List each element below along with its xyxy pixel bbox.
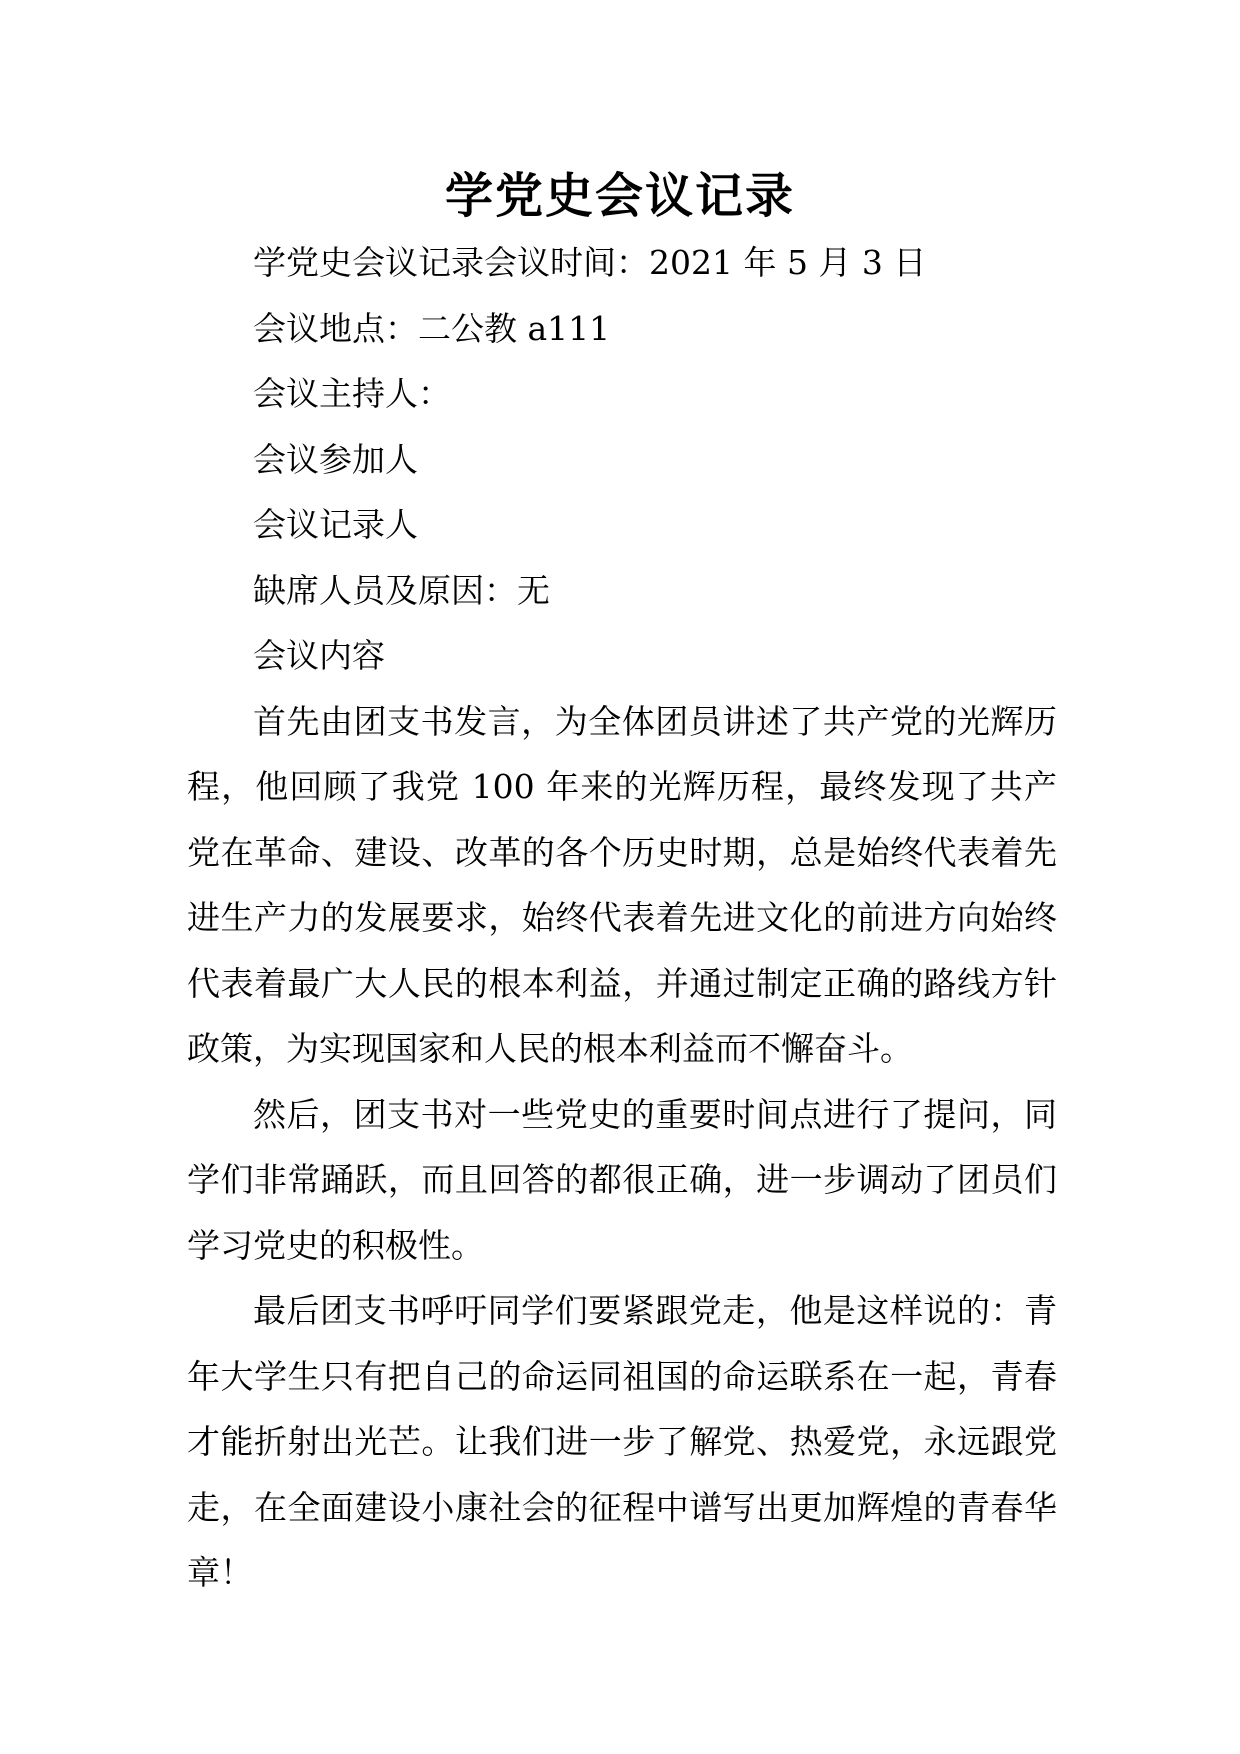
body-paragraph-1: 首先由团支书发言，为全体团员讲述了共产党的光辉历程，他回顾了我党 100 年来的光辉历程，最终发现了共产党在革命、建设、改革的各个历史时期，总是始终代表着先进生产力的发展要求，始终代表着先进文化的前进方向始终代表着最广大人民的根本利益，并通过制定正确的路线方针政策，为实现国家和人民的根本利益而不懈奋斗。 (187, 701, 1057, 1068)
meeting-time-line: 学党史会议记录会议时间：2021 年 5 月 3 日 (253, 243, 927, 282)
document-body (187, 230, 1057, 1606)
meeting-attendees-line: 会议参加人 (253, 439, 418, 479)
meeting-location-line: 会议地点：二公教 a111 (253, 308, 611, 348)
absentees-line: 缺席人员及原因：无 (253, 570, 550, 610)
body-paragraph-3: 最后团支书呼吁同学们要紧跟党走，他是这样说的：青年大学生只有把自己的命运同祖国的命运联系在一起，青春才能折射出光芒。让我们进一步了解党、热爱党，永远跟党走，在全面建设小康社会的征程中谱写出更加辉煌的青春华章！ (187, 1291, 1057, 1592)
document-title: 学党史会议记录 (444, 168, 795, 224)
meeting-content-heading: 会议内容 (253, 636, 385, 675)
meeting-host-line: 会议主持人： (253, 374, 451, 413)
body-paragraph-2: 然后，团支书对一些党史的重要时间点进行了提问，同学们非常踊跃，而且回答的都很正确，进一步调动了团员们学习党史的积极性。 (187, 1094, 1057, 1265)
meeting-recorder-line: 会议记录人 (253, 505, 418, 544)
